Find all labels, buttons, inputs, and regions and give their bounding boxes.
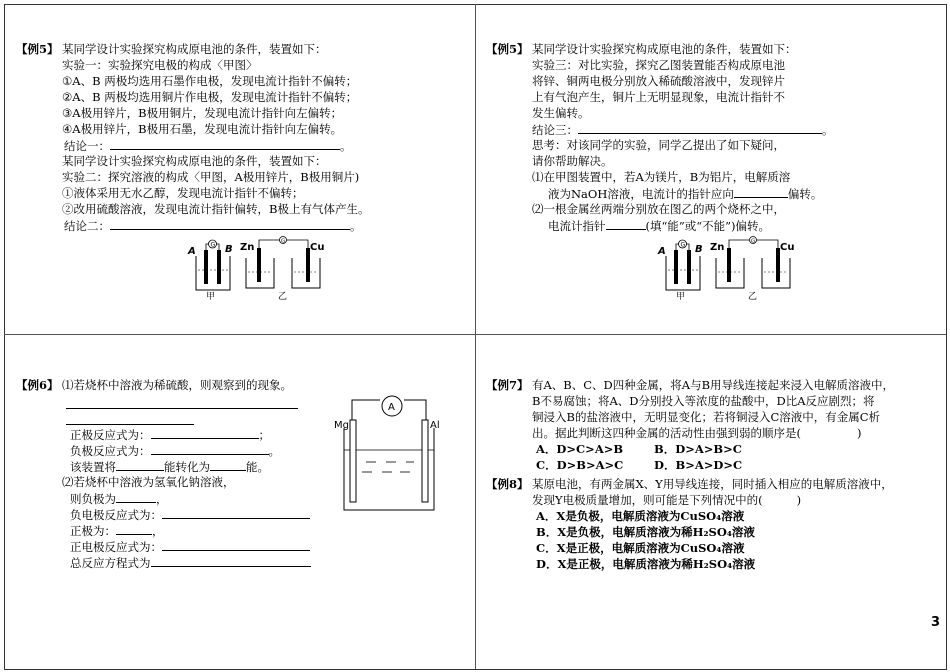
answer-blank[interactable] xyxy=(162,539,310,551)
q2-line: 实验三：对比实验，探究乙图装置能否构成原电池 xyxy=(532,58,785,72)
q2-label: 【例5】 xyxy=(486,42,529,56)
q1-line: 某同学设计实验探究构成原电池的条件，装置如下： xyxy=(62,154,327,168)
q4-option-a[interactable]: A．D>C>A>B xyxy=(536,442,624,456)
conclusion-three-label: 结论三： xyxy=(532,123,578,137)
answer-blank[interactable] xyxy=(110,138,340,150)
beaker-yi xyxy=(240,237,324,301)
q5-option-c[interactable]: C．X是正极，电解质溶液为CuSO₄溶液 xyxy=(536,541,745,555)
galvanometer-symbol: G xyxy=(751,238,756,245)
q4-option-b[interactable]: B．D>A>B>C xyxy=(654,442,742,456)
q2-line: 将锌、铜两电极分别放入稀硫酸溶液中，发现锌片 xyxy=(532,74,785,88)
figure-label-jia: 甲 xyxy=(676,292,686,300)
answer-line xyxy=(66,424,194,425)
q1-line: ③A极用锌片，B极用铜片，发现电流计指针向左偏转； xyxy=(62,106,343,120)
q3-pos2-label: 正极为： xyxy=(70,524,116,538)
al-label: Al xyxy=(430,420,440,431)
q3-total-label: 总反应方程式为 xyxy=(70,556,151,570)
answer-blank[interactable] xyxy=(110,218,350,230)
q5-question-close: ) xyxy=(796,493,802,507)
conclusion-three: 结论三： 。 xyxy=(532,123,834,137)
q1-line: ④A极用锌片，B极用石墨，发现电流计指针向左偏转。 xyxy=(62,122,343,136)
q3-neg-label: 负极反应式为： xyxy=(70,444,151,458)
q3-conv-c: 能。 xyxy=(246,460,269,474)
q2-line: 发生偏转。 xyxy=(532,106,590,120)
answer-blank[interactable] xyxy=(606,218,646,230)
q3-intro2: ⑵若烧杯中溶液为氢氧化钠溶液， xyxy=(62,475,235,489)
figure-label-yi: 乙 xyxy=(278,292,288,300)
q5-option-a[interactable]: A．X是负极，电解质溶液为CuSO₄溶液 xyxy=(536,509,745,523)
al-electrode xyxy=(422,420,428,502)
q2-line: 某同学设计实验探究构成原电池的条件，装置如下： xyxy=(532,42,797,56)
q3-total-reaction xyxy=(70,555,311,572)
q1-label: 【例5】 xyxy=(16,42,59,56)
mg-label: Mg xyxy=(334,420,349,431)
answer-blank[interactable] xyxy=(151,443,269,455)
horizontal-divider xyxy=(4,334,946,335)
q2-line: ⑵一根金属丝两端分别放在图乙的两个烧杯之中， xyxy=(532,202,785,216)
q2-line: ⑴在甲图装置中，若A为镁片，B为铝片，电解质溶 xyxy=(532,170,791,184)
q5-line: 某原电池，有两金属X、Y用导线连接，同时插入相应的电解质溶液中， xyxy=(532,477,893,491)
electrode-label-b: B xyxy=(225,244,233,255)
mg-electrode xyxy=(350,420,356,502)
q2-line: 思考：对该同学的实验，同学乙提出了如下疑问， xyxy=(532,138,785,152)
electrode-label-cu: Cu xyxy=(310,242,325,253)
q1-line: 实验二：探究溶液的构成〈甲图，A极用锌片，B极用铜片) xyxy=(62,170,360,184)
q3-intro: ⑴若烧杯中溶液为稀硫酸，则观察到的现象。 xyxy=(62,378,292,392)
q3-negative2-reaction xyxy=(70,507,310,524)
q2-sub2-text: 电流计指针 xyxy=(548,219,606,233)
page-number: 3 xyxy=(930,615,940,630)
answer-blank[interactable] xyxy=(210,459,246,471)
figure-label-jia: 甲 xyxy=(206,292,216,300)
conclusion-one-label: 结论一： xyxy=(64,139,110,153)
q4-line: 有A、B、C、D四种金属，将A与B用导线连接起来浸入电解质溶液中， xyxy=(532,378,895,392)
answer-blank[interactable] xyxy=(151,555,311,567)
q1-line: ②改用硫酸溶液，发现电流计指针偏转，B极上有气体产生。 xyxy=(62,202,370,216)
ammeter-label: A xyxy=(388,402,395,413)
q3-neg2r-label: 负电极反应式为： xyxy=(70,508,162,522)
q1-line: ①液体采用无水乙醇，发现电流计指针不偏转； xyxy=(62,186,304,200)
answer-blank[interactable] xyxy=(734,186,788,198)
q1-line: 某同学设计实验探究构成原电池的条件，装置如下： xyxy=(62,42,327,56)
q3-pos2r-label: 正电极反应式为： xyxy=(70,540,162,554)
q4-option-d[interactable]: D．B>A>D>C xyxy=(654,458,743,472)
q2-sub2-line xyxy=(548,218,770,235)
q2-sub1-line xyxy=(548,186,822,203)
apparatus-figure xyxy=(656,236,806,300)
electrode-label-a: A xyxy=(658,246,666,257)
mg-al-cell-figure xyxy=(334,392,446,522)
q5-option-b[interactable]: B．X是负极，电解质溶液为稀H₂SO₄溶液 xyxy=(536,525,755,539)
q1-line: ①A、B 两极均选用石墨作电极，发现电流计指针不偏转； xyxy=(62,74,358,88)
galvanometer-symbol: G xyxy=(210,241,216,249)
q3-negative-reaction: 负极反应式为： 。 xyxy=(70,444,280,458)
galvanometer-symbol: G xyxy=(281,238,286,245)
q5-question-text: 发现Y电极质量增加，则可能是下列情况中的( xyxy=(532,493,763,507)
q3-conv-b: 能转化为 xyxy=(164,460,210,474)
answer-line xyxy=(66,408,298,409)
q2-line: 上有气泡产生，铜片上无明显现象，电流计指针不 xyxy=(532,90,785,104)
q3-negative2: 则负极为 ， xyxy=(70,492,168,506)
q3-energy-conversion xyxy=(70,459,269,476)
beaker-jia xyxy=(657,240,703,300)
electrode-label-b: B xyxy=(695,244,703,255)
q5-label: 【例8】 xyxy=(486,477,529,491)
electrode-label-zn: Zn xyxy=(240,242,255,253)
vertical-divider xyxy=(475,4,476,669)
conclusion-one: 结论一： 。 xyxy=(64,139,352,153)
q2-sub1-text: 液为NaOH溶液，电流计的指针应向 xyxy=(548,187,734,201)
answer-blank[interactable] xyxy=(162,507,310,519)
q4-line: B不易腐蚀；将A、D分别投入等浓度的盐酸中，D比A反应剧烈；将 xyxy=(532,394,875,408)
q3-label: 【例6】 xyxy=(16,378,59,392)
galvanometer-symbol: G xyxy=(680,241,686,249)
q3-neg2-label: 则负极为 xyxy=(70,492,116,506)
q2-line: 请你帮助解决。 xyxy=(532,154,613,168)
answer-blank[interactable] xyxy=(151,427,259,439)
apparatus-figure xyxy=(186,236,336,300)
figure-label-yi: 乙 xyxy=(748,292,758,300)
electrode-label-zn: Zn xyxy=(710,242,725,253)
q1-line: 实验一：实验探究电极的构成〈甲图〉 xyxy=(62,58,258,72)
electrode-label-cu: Cu xyxy=(780,242,795,253)
q2-sub2-tail: (填“能”或“不能”)偏转。 xyxy=(645,219,770,233)
conclusion-two: 结论二： 。 xyxy=(64,219,362,233)
answer-blank[interactable] xyxy=(116,491,156,503)
q4-question-text: 出。据此判断这四种金属的活动性由强到弱的顺序是( xyxy=(532,426,801,440)
q4-question-line xyxy=(532,426,861,442)
q3-positive-reaction: 正极反应式为： ； xyxy=(70,428,270,442)
q4-line: 铜浸入B的盐溶液中，无明显变化；若将铜浸入C溶液中，有金属C析 xyxy=(532,410,881,424)
conclusion-two-label: 结论二： xyxy=(64,219,110,233)
beaker-yi xyxy=(710,237,794,301)
q3-positive2: 正极为： ， xyxy=(70,524,164,538)
q2-sub1-tail: 偏转。 xyxy=(787,187,823,201)
q3-pos-label: 正极反应式为： xyxy=(70,428,151,442)
answer-blank[interactable] xyxy=(116,459,164,471)
beaker-jia xyxy=(187,240,233,300)
q3-conv-a: 该装置将 xyxy=(70,460,116,474)
q4-option-c[interactable]: C．D>B>A>C xyxy=(536,458,624,472)
answer-blank[interactable] xyxy=(116,523,152,535)
q1-line: ②A、B 两极均选用铜片作电极，发现电流计指针不偏转； xyxy=(62,90,358,104)
answer-blank[interactable] xyxy=(578,122,822,134)
q3-positive2-reaction xyxy=(70,539,310,556)
electrode-label-a: A xyxy=(188,246,196,257)
q4-label: 【例7】 xyxy=(486,378,529,392)
q5-question-line xyxy=(532,493,801,509)
q4-question-close: ) xyxy=(856,426,862,440)
q5-option-d[interactable]: D．X是正极，电解质溶液为稀H₂SO₄溶液 xyxy=(536,557,756,571)
